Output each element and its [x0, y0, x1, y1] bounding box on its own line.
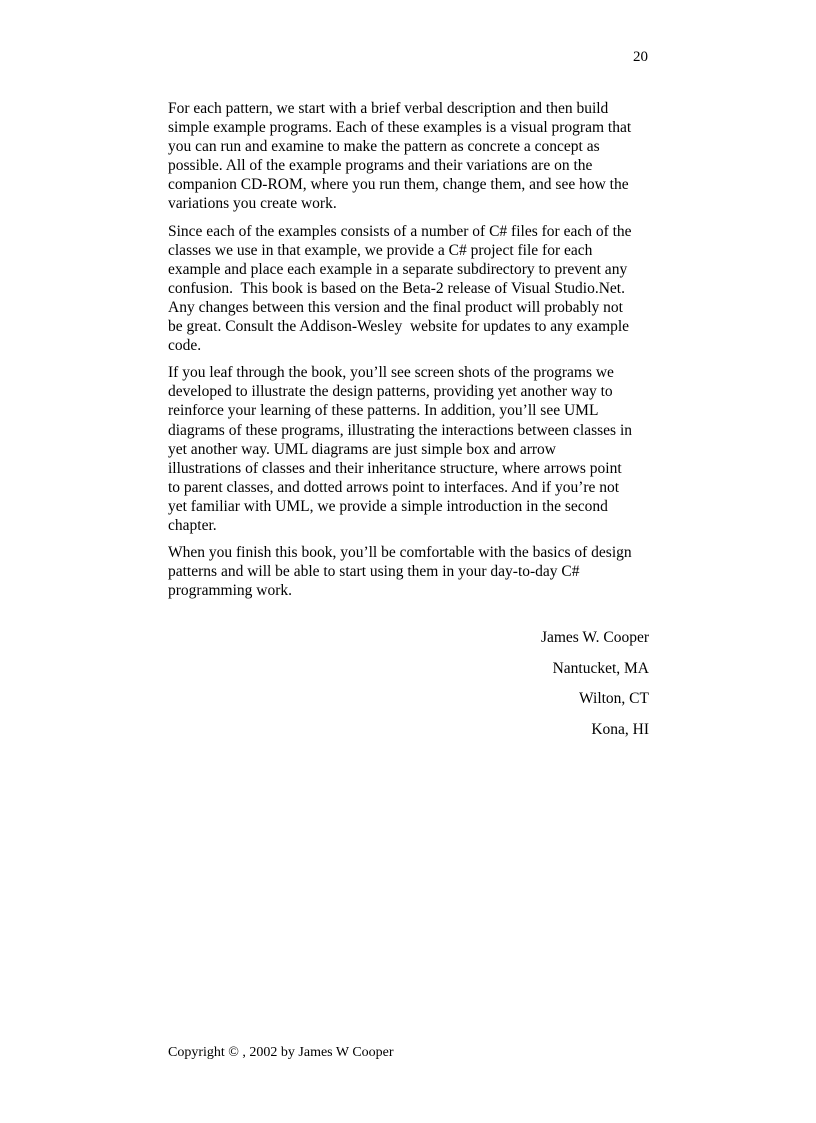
- paragraph-closing: When you finish this book, you’ll be comfortable with the basics of design patterns and will be able to start using them in your day-to-day C# programming work.: [168, 544, 632, 600]
- paragraph-screenshots-uml: If you leaf through the book, you’ll see screen shots of the programs we developed to illustrate the design patterns, providing yet another way to reinforce your learning of these patterns. In addition, you’ll see UML diagrams of these programs, illustrating the interactions between classes in yet another way. UML diagrams are just simple box and arrow illustrations of classes and their inheritance structure, where arrows point to parent classes, and dotted arrows point to interfaces. And if you’re not yet familiar with UML, we provide a simple introduction in the second chapter.: [168, 364, 633, 534]
- location-kona: Kona, HI: [591, 720, 649, 738]
- signature-block: [541, 623, 649, 745]
- author-name: James W. Cooper: [540, 629, 649, 646]
- page-number: 20: [633, 49, 648, 65]
- copyright-footer: Copyright © , 2002 by James W Cooper: [168, 1045, 394, 1060]
- location-wilton: Wilton, CT: [579, 690, 649, 707]
- paragraph-project-files: Since each of the examples consists of a number of C# files for each of the classes we use in that example, we provide a C# project file for each example and place each example in a separate subdirectory to prevent any confusion. This book is based on the Beta-2 release of Visual Studio.Net. Any changes between this version and the final product will probably not be great. Consult the Addison-Wesley website for updates to any example code.: [168, 222, 632, 355]
- location-nantucket: Nantucket, MA: [552, 659, 649, 677]
- paragraph-description: For each pattern, we start with a brief verbal description and then build simple example programs. Each of these examples is a visual program that you can run and examine to make the pattern as concrete a concept as possible. All of the example programs and their variations are on the companion CD-ROM, where you run them, change them, and see how the variations you create work.: [168, 100, 632, 213]
- body-text: [168, 99, 650, 608]
